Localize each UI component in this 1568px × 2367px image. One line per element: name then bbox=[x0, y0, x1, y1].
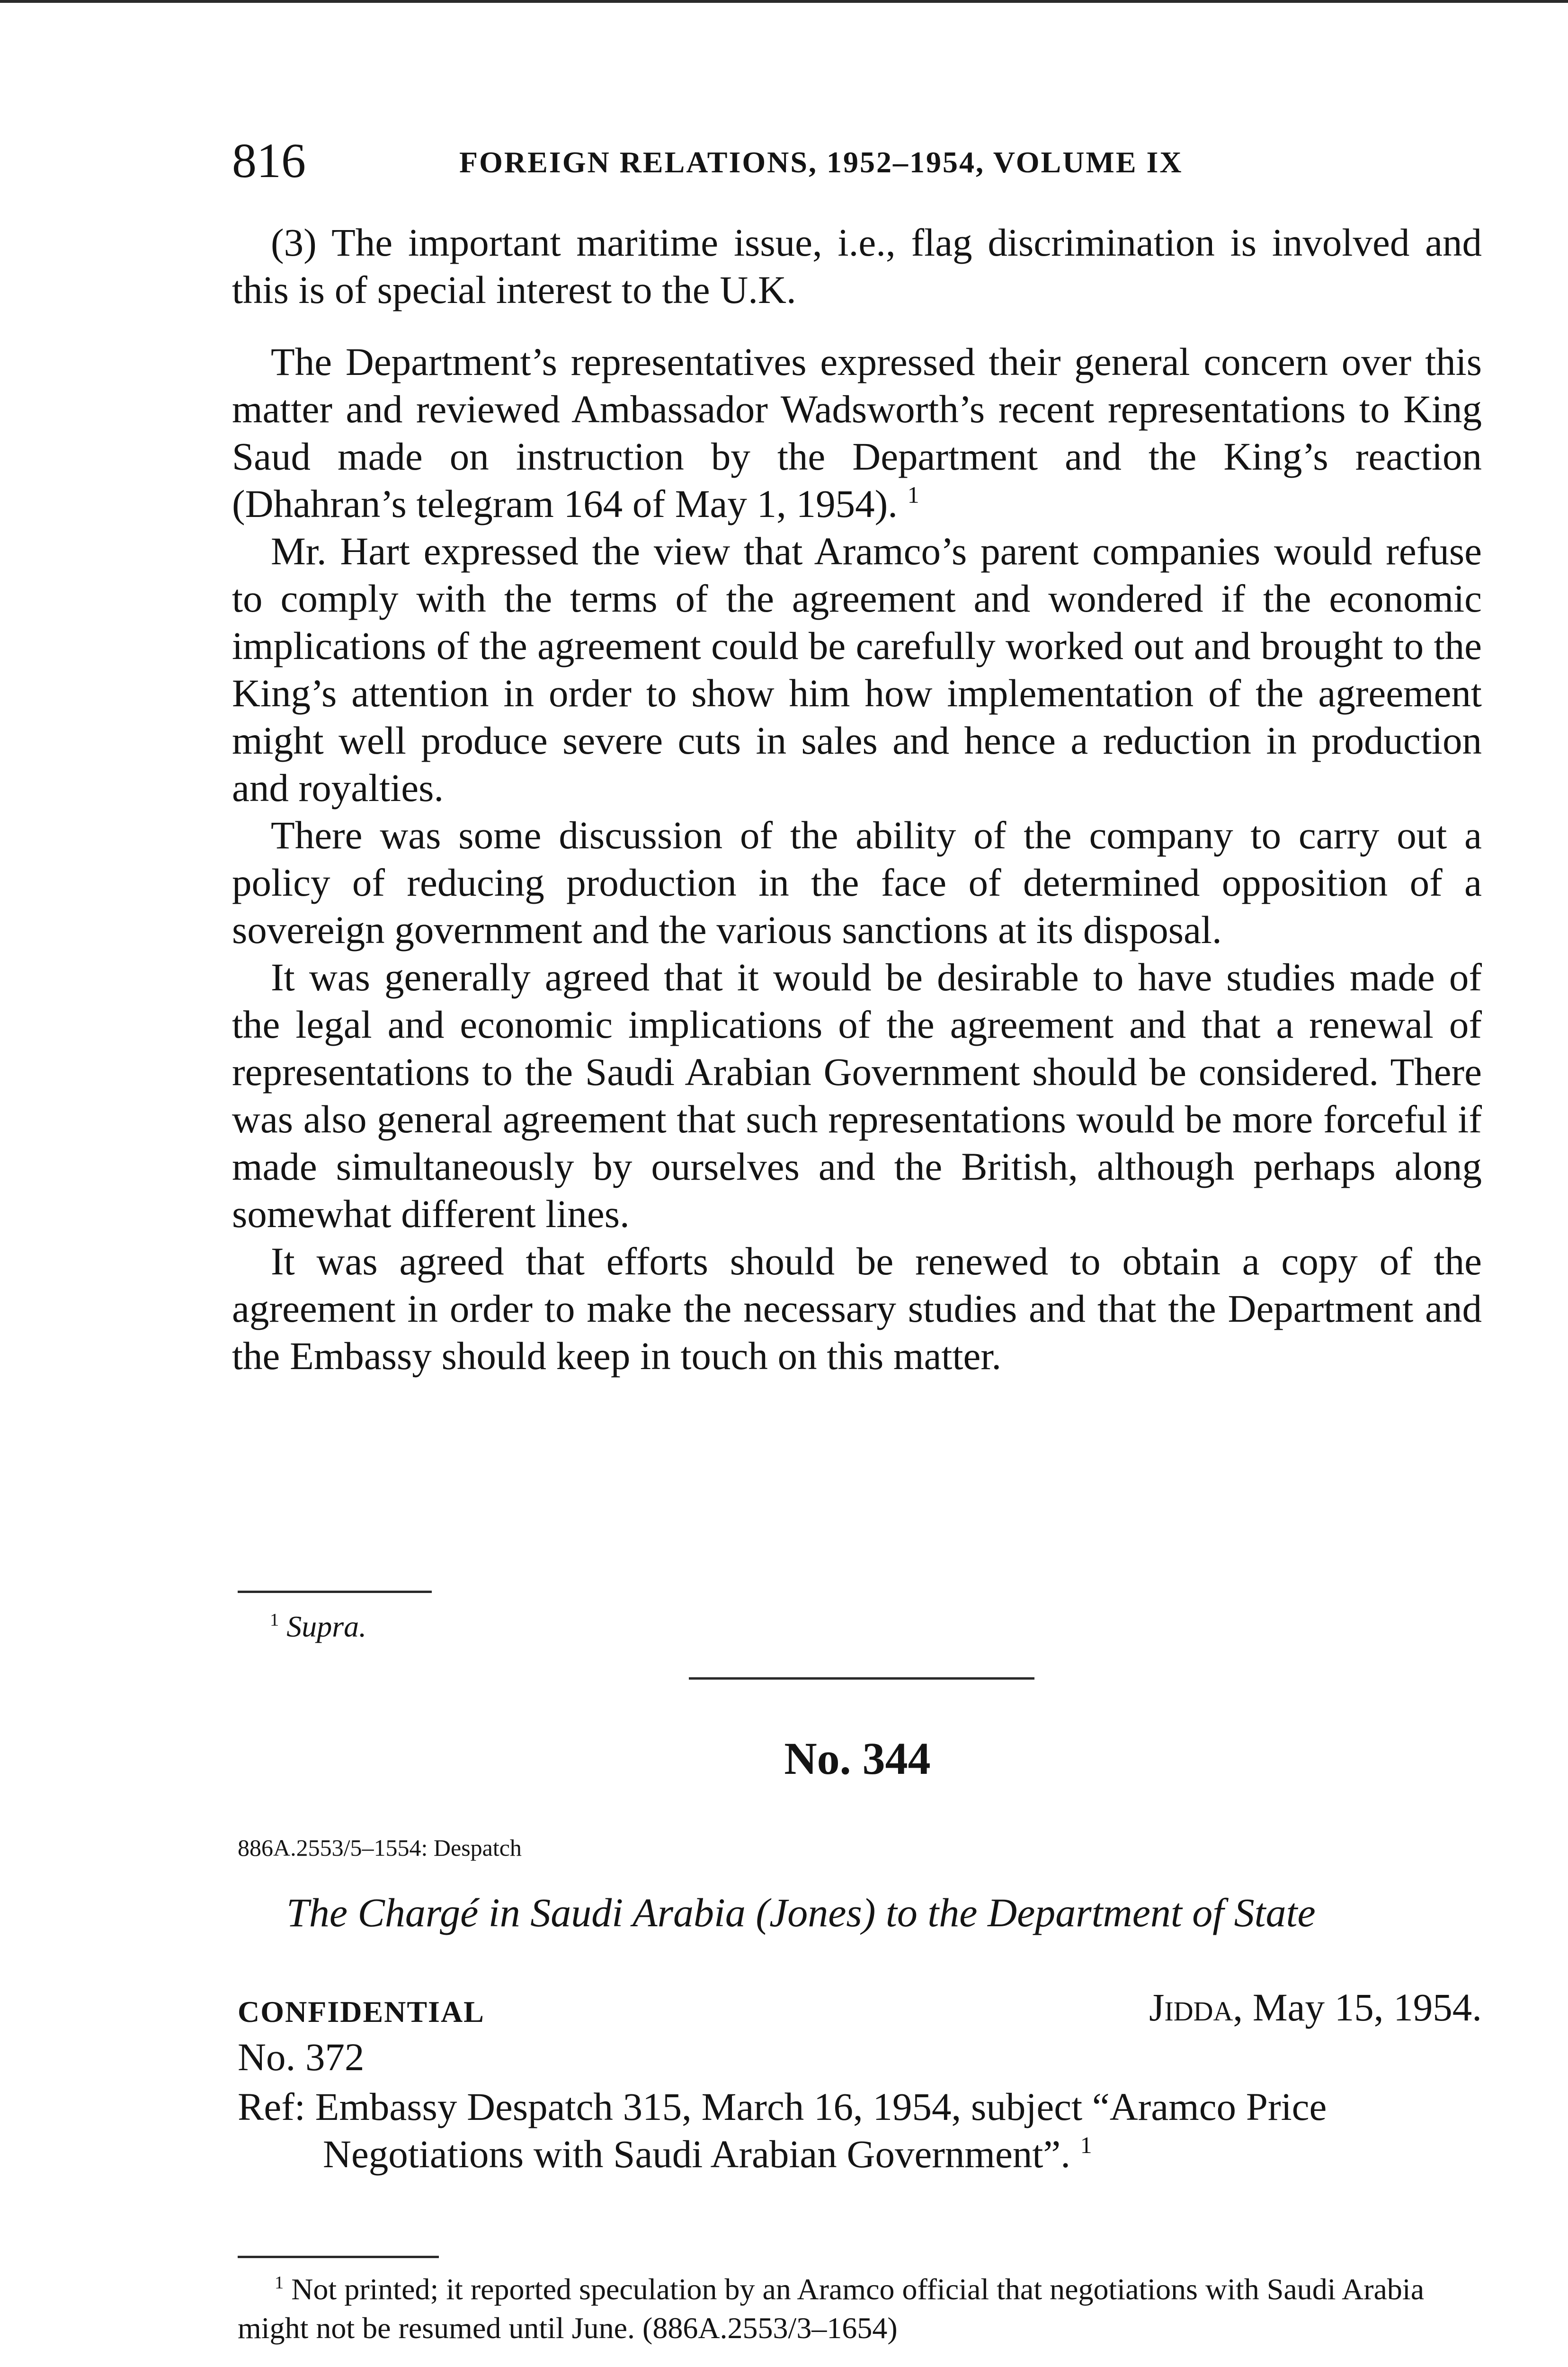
dateline-date: , May 15, 1954. bbox=[1233, 1985, 1482, 2029]
paragraph-department-concern-text: The Department’s representatives expressed their general concern over this matter and reviewed Ambassador Wadsworth’s recent representations to King Saud made on instruction by the Department and the King’s reaction (Dhahran’s telegram 164 of May 1, 1954). bbox=[232, 340, 1482, 525]
file-reference: 886A.2553/5–1554: Despatch bbox=[238, 1834, 522, 1861]
footnote-text-2: Not printed; it reported speculation by an Aramco official that negotiations with Saudi Arabia might not be resumed until June. (886A.2553/3–1654) bbox=[238, 2272, 1425, 2345]
classification-label: CONFIDENTIAL bbox=[238, 1995, 485, 2029]
footnote-number-2: 1 bbox=[275, 2272, 284, 2293]
footnote-rule bbox=[238, 1591, 432, 1593]
paragraph-maritime-issue: (3) The important maritime issue, i.e., flag discrimination is involved and this is of special interest to the U.K. bbox=[232, 221, 1482, 311]
footnote-rule-2 bbox=[238, 2256, 439, 2258]
reference-line bbox=[238, 2083, 1488, 2178]
paragraph-hart-view: Mr. Hart expressed the view that Aramco’s parent companies would refuse to comply with the terms of the agreement and wondered if the economic implications of the agreement could be carefully worked out and brought to the King’s attention in order to show him how implementation of the agreement might well produce severe cuts in sales and hence a reduction in production and royalties. bbox=[232, 529, 1482, 810]
dateline bbox=[1149, 1984, 1482, 2031]
footnote-supra bbox=[270, 1607, 366, 1646]
footnote-not-printed bbox=[238, 2270, 1488, 2348]
page-number: 816 bbox=[232, 133, 306, 188]
section-divider bbox=[689, 1677, 1034, 1680]
body-text bbox=[232, 219, 1482, 1379]
page-header bbox=[232, 133, 1491, 189]
paragraph-general-agreement: It was generally agreed that it would be desirable to have studies made of the legal and economic implications of the agreement and that a renewal of representations to the Saudi Arabian Government should be considered. There was also general agreement that such representations would be more forceful if made simultaneously by ourselves and the British, although perhaps along somewhat different lines. bbox=[232, 955, 1482, 1236]
despatch-number: No. 372 bbox=[238, 2035, 365, 2079]
footnote-text: Supra. bbox=[286, 1610, 367, 1643]
document-number: No. 344 bbox=[784, 1733, 931, 1784]
page-top-edge bbox=[0, 0, 1568, 3]
document-title: The Chargé in Saudi Arabia (Jones) to the Department of State bbox=[286, 1890, 1316, 1935]
footnote-number: 1 bbox=[270, 1610, 279, 1630]
paragraph-efforts-renewed: It was agreed that efforts should be renewed to obtain a copy of the agreement in order to make the necessary studies and that the Department and the Embassy should keep in touch on this matter. bbox=[232, 1239, 1482, 1378]
paragraph-department-concern bbox=[232, 338, 1482, 527]
dateline-place: Jidda bbox=[1149, 1985, 1233, 2029]
reference-footnote-marker: 1 bbox=[1080, 2132, 1092, 2159]
reference-text: Ref: Embassy Despatch 315, March 16, 1954, subject “Aramco Price Negotiations with Saudi Arabian Government”. bbox=[238, 2085, 1327, 2176]
footnote-marker: 1 bbox=[907, 482, 919, 508]
running-head: FOREIGN RELATIONS, 1952–1954, VOLUME IX bbox=[459, 145, 1183, 179]
paragraph-discussion: There was some discussion of the ability of the company to carry out a policy of reducing production in the face of determined opposition of a sovereign government and the various sanctions at its disposal. bbox=[232, 813, 1482, 952]
